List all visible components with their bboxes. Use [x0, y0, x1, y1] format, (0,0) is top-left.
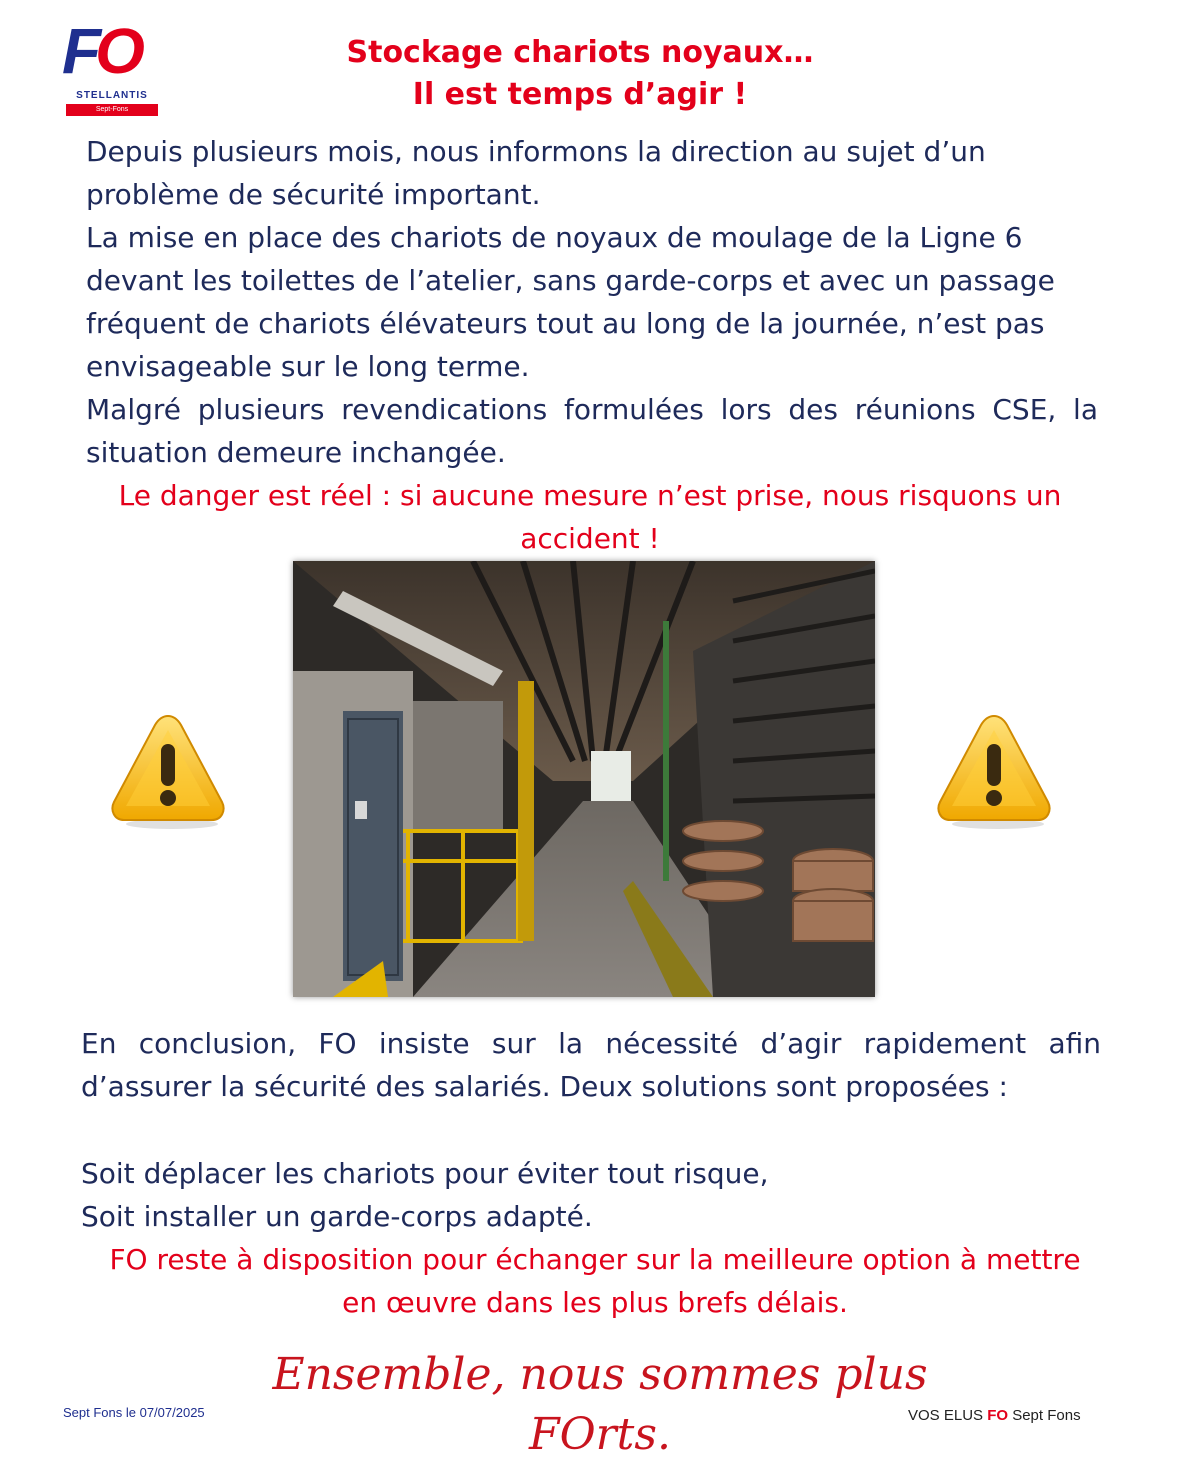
conclusion-text: [81, 1022, 1101, 1108]
title-line-2: Il est temps d’agir !: [412, 77, 748, 112]
page-title: [300, 32, 860, 116]
solution-option: Soit installer un garde-corps adapté.: [81, 1200, 593, 1233]
fo-logo: [60, 6, 160, 116]
solution-option: Soit déplacer les chariots pour éviter tout risque,: [81, 1157, 769, 1190]
solutions-list: [81, 1152, 1101, 1238]
closing-line-2: en œuvre dans les plus brefs délais.: [342, 1286, 848, 1319]
conclusion-line: En conclusion, FO insiste sur la nécessité d’agir rapidement afin: [81, 1027, 1101, 1060]
slogan: Ensemble, nous sommes plus FOrts.: [272, 1349, 928, 1460]
intro-line: La mise en place des chariots de noyaux de moulage de la Ligne 6: [86, 221, 1023, 254]
closing-statement: [90, 1238, 1100, 1324]
title-line-1: Stockage chariots noyaux…: [346, 35, 814, 70]
warning-icon: [934, 710, 1054, 830]
footer-signature: VOS ELUS FO Sept Fons: [908, 1407, 1081, 1424]
conclusion-line: d’assurer la sécurité des salariés. Deux solutions sont proposées :: [81, 1070, 1008, 1103]
warning-icon: [108, 710, 228, 830]
intro-line: situation demeure inchangée.: [86, 436, 506, 469]
intro-line: Malgré plusieurs revendications formulées lors des réunions CSE, la: [86, 393, 1098, 426]
workshop-photo: [293, 561, 875, 997]
footer-date: Sept Fons le 07/07/2025: [63, 1405, 205, 1420]
danger-alert: [90, 474, 1090, 560]
logo-site: Sept-Fons: [66, 104, 158, 116]
alert-line-1: Le danger est réel : si aucune mesure n’est prise, nous risquons un: [118, 479, 1062, 512]
logo-letters: FO: [62, 15, 139, 87]
intro-line: fréquent de chariots élévateurs tout au long de la journée, n’est pas: [86, 307, 1045, 340]
intro-text: [86, 130, 1098, 474]
intro-line: envisageable sur le long terme.: [86, 350, 530, 383]
alert-line-2: accident !: [520, 522, 660, 555]
intro-line: Depuis plusieurs mois, nous informons la direction au sujet d’un: [86, 135, 986, 168]
intro-line: problème de sécurité important.: [86, 178, 541, 211]
logo-brand: STELLANTIS: [76, 90, 148, 101]
intro-line: devant les toilettes de l’atelier, sans garde-corps et avec un passage: [86, 264, 1055, 297]
closing-line-1: FO reste à disposition pour échanger sur la meilleure option à mettre: [109, 1243, 1081, 1276]
